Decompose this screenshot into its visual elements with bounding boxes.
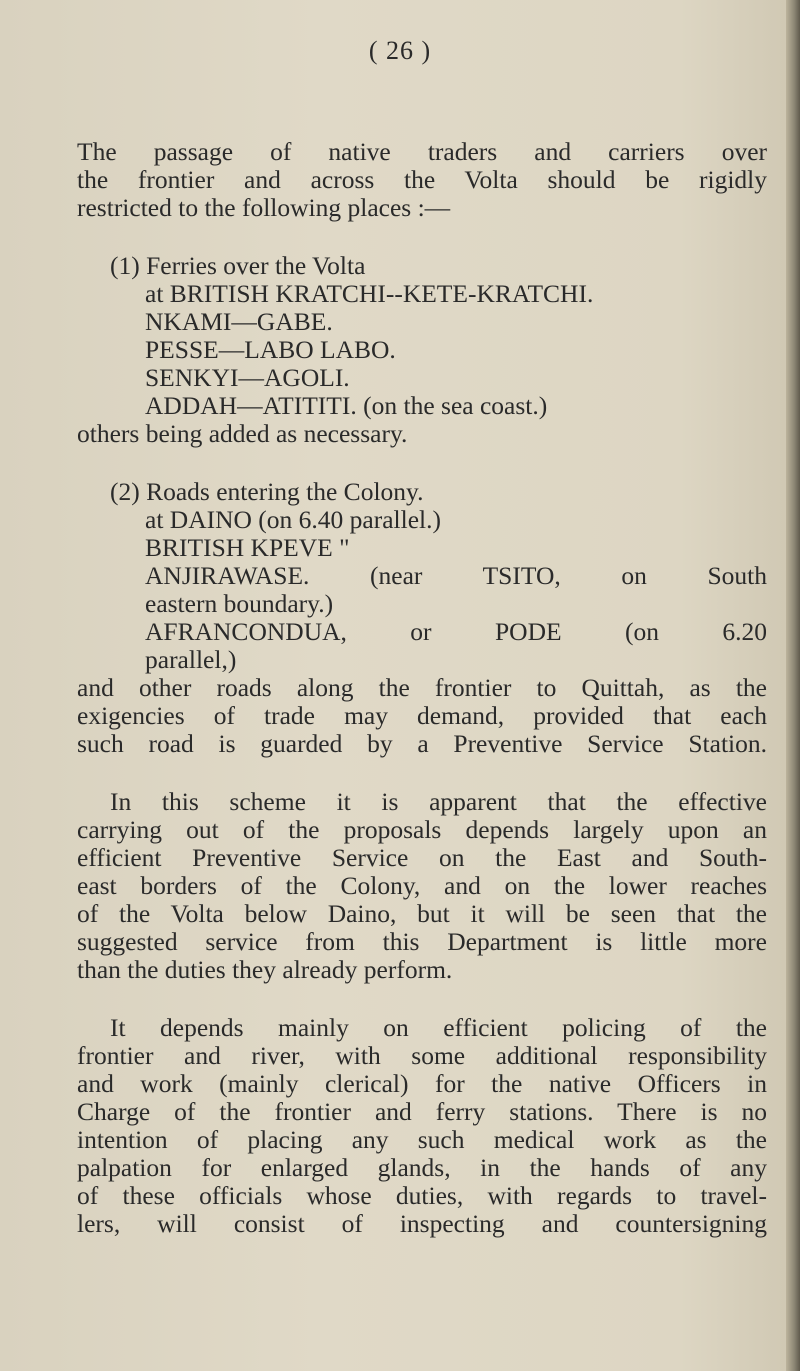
list1-item-3: PESSE—LABO LABO. <box>145 335 396 364</box>
para2-line-2: carrying out of the proposals depends largely upon an <box>77 815 767 844</box>
list1-item-1: at BRITISH KRATCHI--KETE-KRATCHI. <box>145 279 594 308</box>
para2-line-3: efficient Preventive Service on the East and South- <box>77 843 767 872</box>
para3-line-1: It depends mainly on efficient policing of the <box>110 1013 767 1042</box>
list2-closing-line-3: such road is guarded by a Preventive Service Station. <box>77 729 767 758</box>
list2-item-4: eastern boundary.) <box>145 589 334 618</box>
list1-item-5: ADDAH—ATITITI. (on the sea coast.) <box>145 391 548 420</box>
list1-item-2: NKAMI—GABE. <box>145 307 333 336</box>
para3-line-8: lers, will consist of inspecting and countersigning <box>77 1209 767 1238</box>
list2-item-3: ANJIRAWASE. (near TSITO, on South <box>145 561 767 590</box>
para2-line-5: of the Volta below Daino, but it will be seen that the <box>77 899 767 928</box>
para3-line-3: and work (mainly clerical) for the native Officers in <box>77 1069 767 1098</box>
para3-line-2: frontier and river, with some additional responsibility <box>77 1041 767 1070</box>
list2-item-2: BRITISH KPEVE " <box>145 533 350 562</box>
list2-closing-line-1: and other roads along the frontier to Quittah, as the <box>77 673 767 702</box>
list2-heading: (2) Roads entering the Colony. <box>110 477 424 506</box>
page-number: ( 26 ) <box>368 36 432 65</box>
para3-line-5: intention of placing any such medical work as the <box>77 1125 767 1154</box>
list1-item-4: SENKYI—AGOLI. <box>145 363 350 392</box>
para3-line-4: Charge of the frontier and ferry stations. There is no <box>77 1097 767 1126</box>
page-binding-edge <box>786 0 800 1371</box>
list1-heading: (1) Ferries over the Volta <box>110 251 366 280</box>
para1-line-3: restricted to the following places :— <box>77 193 451 222</box>
para2-line-7: than the duties they already perform. <box>77 955 453 984</box>
para2-line-4: east borders of the Colony, and on the lower reaches <box>77 871 767 900</box>
para3-line-6: palpation for enlarged glands, in the hands of any <box>77 1153 767 1182</box>
list2-closing-line-2: exigencies of trade may demand, provided that each <box>77 701 767 730</box>
para2-line-6: suggested service from this Department is little more <box>77 927 767 956</box>
list2-item-1: at DAINO (on 6.40 parallel.) <box>145 505 441 534</box>
para1-line-2: the frontier and across the Volta should be rigidly <box>77 165 767 194</box>
para3-line-7: of these officials whose duties, with regards to travel- <box>77 1181 767 1210</box>
list2-item-5: AFRANCONDUA, or PODE (on 6.20 <box>145 617 767 646</box>
para2-line-1: In this scheme it is apparent that the effective <box>110 787 767 816</box>
list2-item-6: parallel,) <box>145 645 237 674</box>
para1-line-1: The passage of native traders and carriers over <box>77 137 767 166</box>
list1-closing: others being added as necessary. <box>77 419 408 448</box>
